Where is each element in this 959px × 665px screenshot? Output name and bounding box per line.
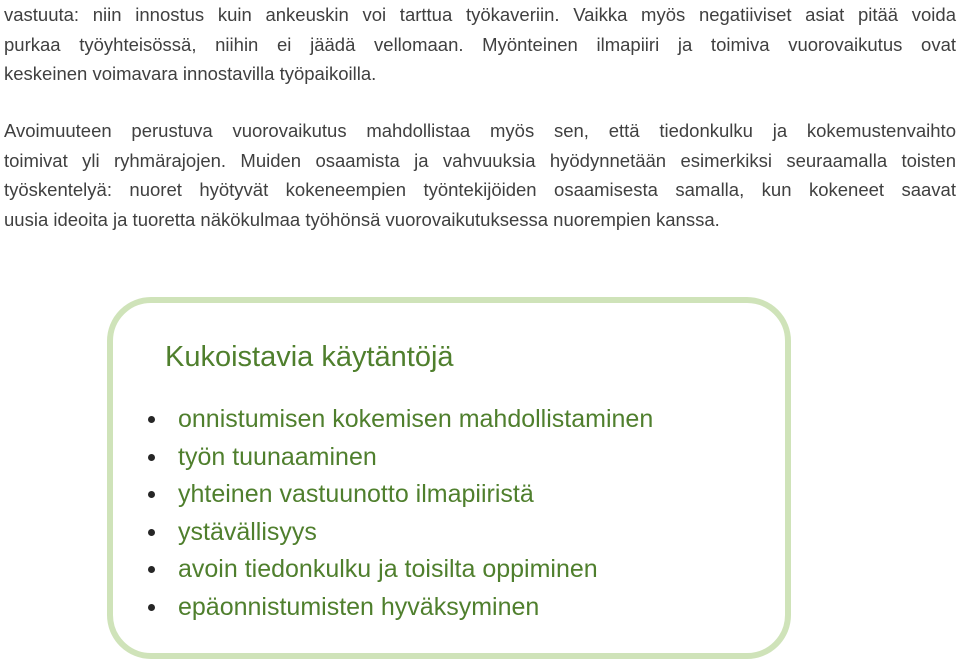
list-item-label: avoin tiedonkulku ja toisilta oppiminen <box>178 555 598 584</box>
list-item <box>148 514 653 552</box>
practices-title: Kukoistavia käytäntöjä <box>165 341 454 373</box>
paragraph-ilmapiiri <box>4 0 956 89</box>
bullet-icon <box>148 454 155 461</box>
bullet-icon <box>148 529 155 536</box>
list-item <box>148 439 653 477</box>
list-item-label: onnistumisen kokemisen mahdollistaminen <box>178 405 654 433</box>
list-item <box>148 476 653 514</box>
bullet-icon <box>148 491 155 498</box>
paragraph-line: vastuuta: niin innostus kuin ankeuskin voi tarttua työkaveriin. Vaikka myös negatiiviset asiat pitää voida <box>4 4 956 25</box>
list-item <box>148 589 653 627</box>
paragraph-line: purkaa työyhteisössä, niihin ei jäädä vellomaan. Myönteinen ilmapiiri ja toimiva vuorovaikutus ovat <box>4 33 956 55</box>
list-item-label: epäonnistumisten hyväksyminen <box>178 592 540 621</box>
practices-box <box>107 297 791 659</box>
practices-list <box>148 401 653 627</box>
list-item-label: ystävällisyys <box>178 517 317 546</box>
paragraph-line: toimivat yli ryhmärajojen. Muiden osaamista ja vahvuuksia hyödynnetään esimerkiksi seuraamalla toisten <box>4 149 956 171</box>
list-item <box>148 401 653 439</box>
paragraph-line: keskeinen voimavara innostavilla työpaikoilla. <box>4 63 377 84</box>
bullet-icon <box>148 604 155 611</box>
bullet-icon <box>148 416 155 423</box>
paragraph-line: Avoimuuteen perustuva vuorovaikutus mahdollistaa myös sen, että tiedonkulku ja kokemustenvaihto <box>4 120 956 141</box>
list-item-label: yhteinen vastuunotto ilmapiiristä <box>178 480 534 509</box>
paragraph-line: työskentelyä: nuoret hyötyvät kokeneempien työntekijöiden osaamisesta samalla, kun kokeneet saavat <box>4 179 956 200</box>
list-item <box>148 551 653 589</box>
bullet-icon <box>148 566 155 573</box>
paragraph-vuorovaikutus <box>4 116 956 234</box>
list-item-label: työn tuunaaminen <box>178 442 377 471</box>
paragraph-line: uusia ideoita ja tuoretta näkökulmaa työhönsä vuorovaikutuksessa nuorempien kanssa. <box>4 208 720 230</box>
